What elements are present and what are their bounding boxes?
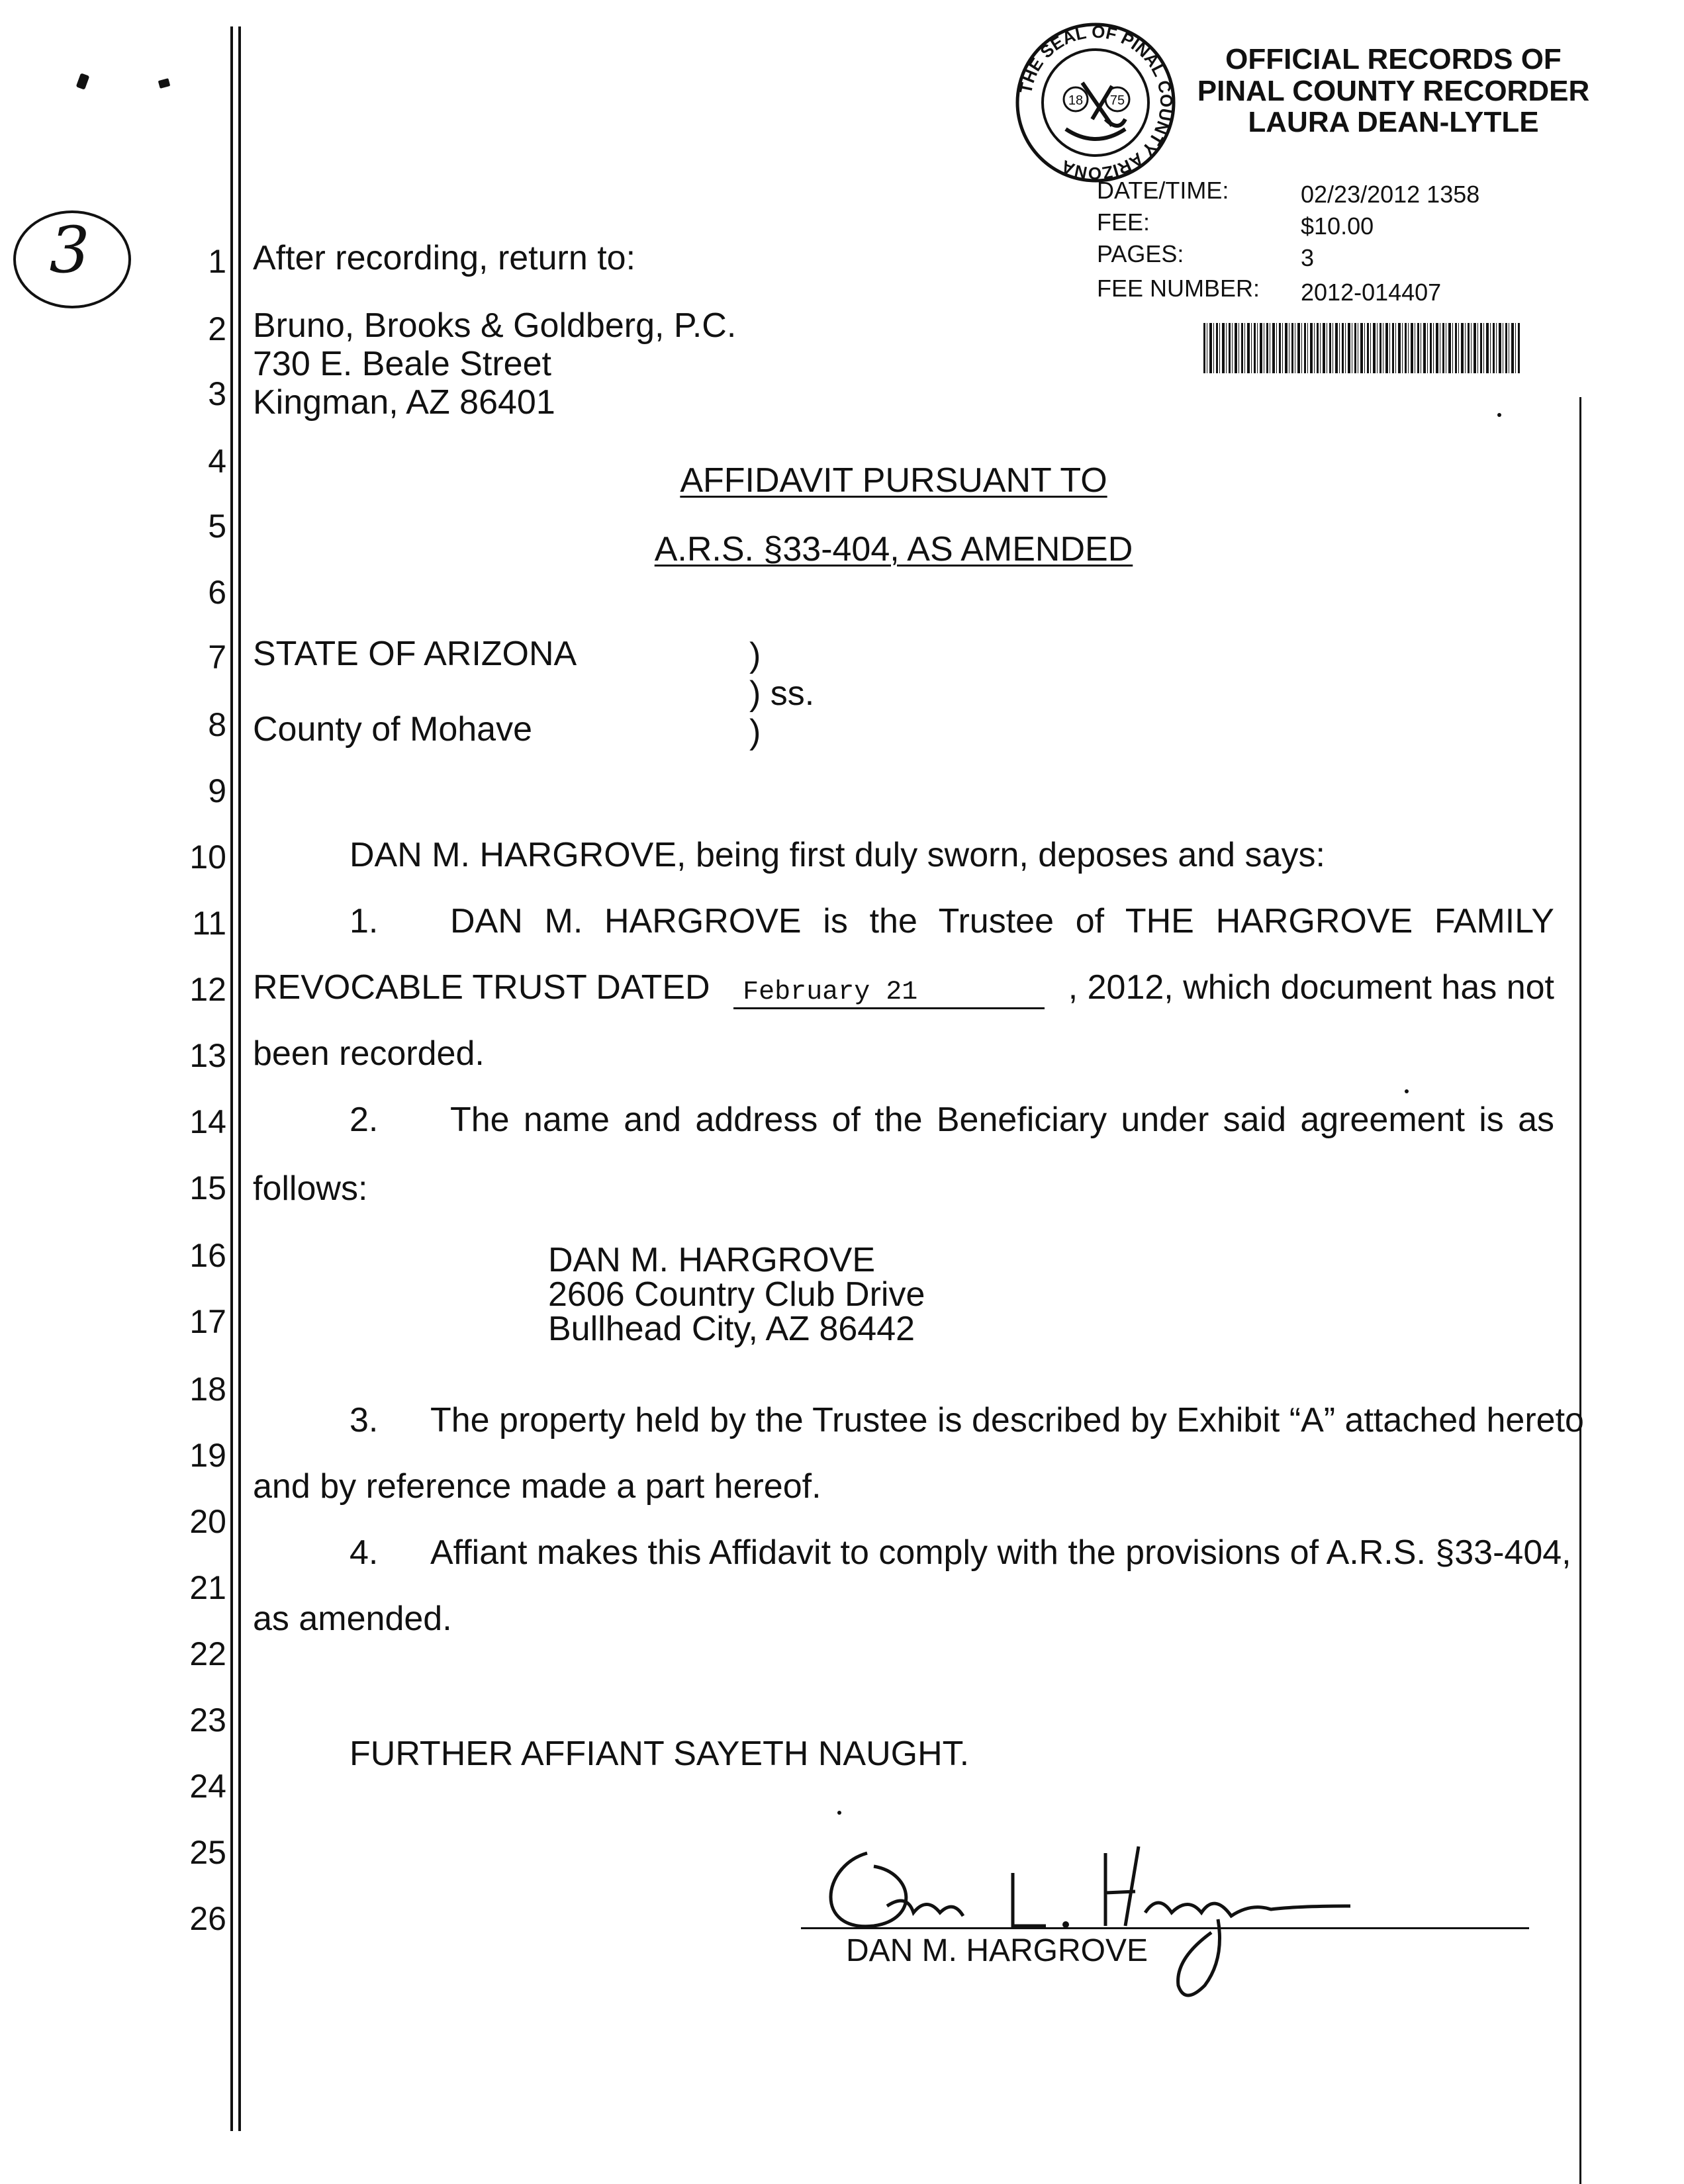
venue-paren-bottom: )	[749, 713, 761, 751]
line-number: 25	[189, 1834, 226, 1871]
trust-date-value: February 21	[743, 978, 918, 1007]
line-number: 4	[208, 443, 226, 480]
return-to-heading: After recording, return to:	[253, 239, 636, 277]
line-number: 11	[192, 905, 226, 942]
closing-line: FURTHER AFFIANT SAYETH NAUGHT.	[350, 1735, 970, 1773]
para-2-line-2: follows:	[253, 1169, 368, 1208]
recorder-line-1: OFFICIAL RECORDS OF	[1225, 43, 1562, 75]
fee-number-value: 2012-014407	[1301, 279, 1442, 306]
para-2-number: 2.	[350, 1101, 379, 1139]
line-number: 8	[208, 706, 226, 743]
title-line-1: AFFIDAVIT PURSUANT TO	[680, 461, 1107, 500]
recorder-line-3: LAURA DEAN-LYTLE	[1248, 106, 1539, 139]
speck	[1405, 1089, 1409, 1093]
line-number: 1	[208, 243, 226, 280]
stray-mark	[76, 73, 90, 89]
venue-state: STATE OF ARIZONA	[253, 635, 577, 673]
line-number: 24	[189, 1768, 226, 1805]
seal-ring-text: THE SEAL OF PINAL COUNTY ARIZONA	[1015, 21, 1177, 184]
line-number: 6	[208, 574, 226, 611]
para-3-line-2: and by reference made a part hereof.	[253, 1467, 821, 1506]
beneficiary-street: 2606 Country Club Drive	[548, 1275, 925, 1314]
barcode	[1203, 323, 1520, 373]
pages-value: 3	[1301, 244, 1315, 271]
para-1-line-1: DAN M. HARGROVE is the Trustee of THE HARGROVE FAMILY	[450, 902, 1554, 940]
intro-line: DAN M. HARGROVE, being first duly sworn, deposes and says:	[350, 836, 1325, 874]
beneficiary-name: DAN M. HARGROVE	[548, 1241, 876, 1279]
para-1-line-3: been recorded.	[253, 1034, 485, 1073]
line-number: 26	[189, 1900, 226, 1937]
line-number: 21	[189, 1569, 226, 1606]
line-number: 10	[189, 839, 226, 876]
fee-value: $10.00	[1301, 212, 1374, 240]
speck	[837, 1811, 841, 1815]
date-label: DATE/TIME:	[1097, 177, 1229, 204]
line-number: 14	[189, 1103, 226, 1140]
pages-label: PAGES:	[1097, 240, 1184, 267]
line-number: 5	[208, 508, 226, 545]
para-1-number: 1.	[350, 902, 379, 940]
return-city: Kingman, AZ 86401	[253, 383, 555, 422]
line-number: 15	[189, 1169, 226, 1206]
line-number: 3	[208, 375, 226, 412]
line-number: 2	[208, 310, 226, 347]
para-3-line-1: The property held by the Trustee is described by Exhibit “A” attached hereto	[430, 1401, 1584, 1439]
seal-year-left: 18	[1068, 93, 1084, 108]
circled-page-number: 3	[49, 213, 90, 287]
para-1-line-2-start: REVOCABLE TRUST DATED	[253, 968, 710, 1007]
return-street: 730 E. Beale Street	[253, 345, 551, 383]
line-number: 12	[189, 971, 226, 1008]
seal-year-right: 75	[1109, 93, 1125, 108]
signature-line	[801, 1927, 1529, 1929]
county-seal	[1013, 20, 1178, 185]
beneficiary-city: Bullhead City, AZ 86442	[548, 1310, 915, 1348]
line-number: 19	[189, 1437, 226, 1474]
line-number: 9	[208, 772, 226, 809]
pleading-rule-left-1	[230, 26, 233, 2131]
para-1-line-2-end: , 2012, which document has not	[1068, 968, 1554, 1007]
line-number: 16	[189, 1237, 226, 1274]
para-4-line-1: Affiant makes this Affidavit to comply with the provisions of A.R.S. §33-404,	[430, 1533, 1571, 1572]
line-number: 20	[189, 1503, 226, 1540]
venue-county: County of Mohave	[253, 710, 533, 749]
para-4-number: 4.	[350, 1533, 379, 1572]
signer-name: DAN M. HARGROVE	[846, 1933, 1148, 1968]
para-1-line-2	[253, 970, 1554, 1009]
venue-ss: ) ss.	[749, 674, 815, 713]
line-number: 22	[189, 1635, 226, 1672]
handwritten-signature	[794, 1827, 1417, 1999]
para-2-line-1: The name and address of the Beneficiary under said agreement is as	[450, 1101, 1554, 1139]
line-number: 23	[189, 1702, 226, 1739]
line-number: 18	[189, 1371, 226, 1408]
stray-mark	[158, 78, 171, 89]
fee-label: FEE:	[1097, 208, 1150, 236]
para-3-number: 3.	[350, 1401, 379, 1439]
line-number: 17	[189, 1303, 226, 1340]
title-line-2: A.R.S. §33-404, AS AMENDED	[654, 530, 1133, 569]
venue-paren-top: )	[749, 636, 761, 674]
date-value: 02/23/2012 1358	[1301, 181, 1480, 208]
recorder-header	[1175, 44, 1612, 138]
pleading-rule-right	[1579, 397, 1581, 2184]
fee-number-label: FEE NUMBER:	[1097, 275, 1260, 302]
line-number: 13	[189, 1037, 226, 1074]
return-firm: Bruno, Brooks & Goldberg, P.C.	[253, 306, 737, 345]
recorder-line-2: PINAL COUNTY RECORDER	[1197, 74, 1590, 107]
pleading-rule-left-2	[238, 26, 241, 2131]
line-number: 7	[208, 639, 226, 676]
trust-date-fill	[733, 970, 1045, 1009]
para-4-line-2: as amended.	[253, 1600, 452, 1638]
speck	[1497, 413, 1501, 417]
